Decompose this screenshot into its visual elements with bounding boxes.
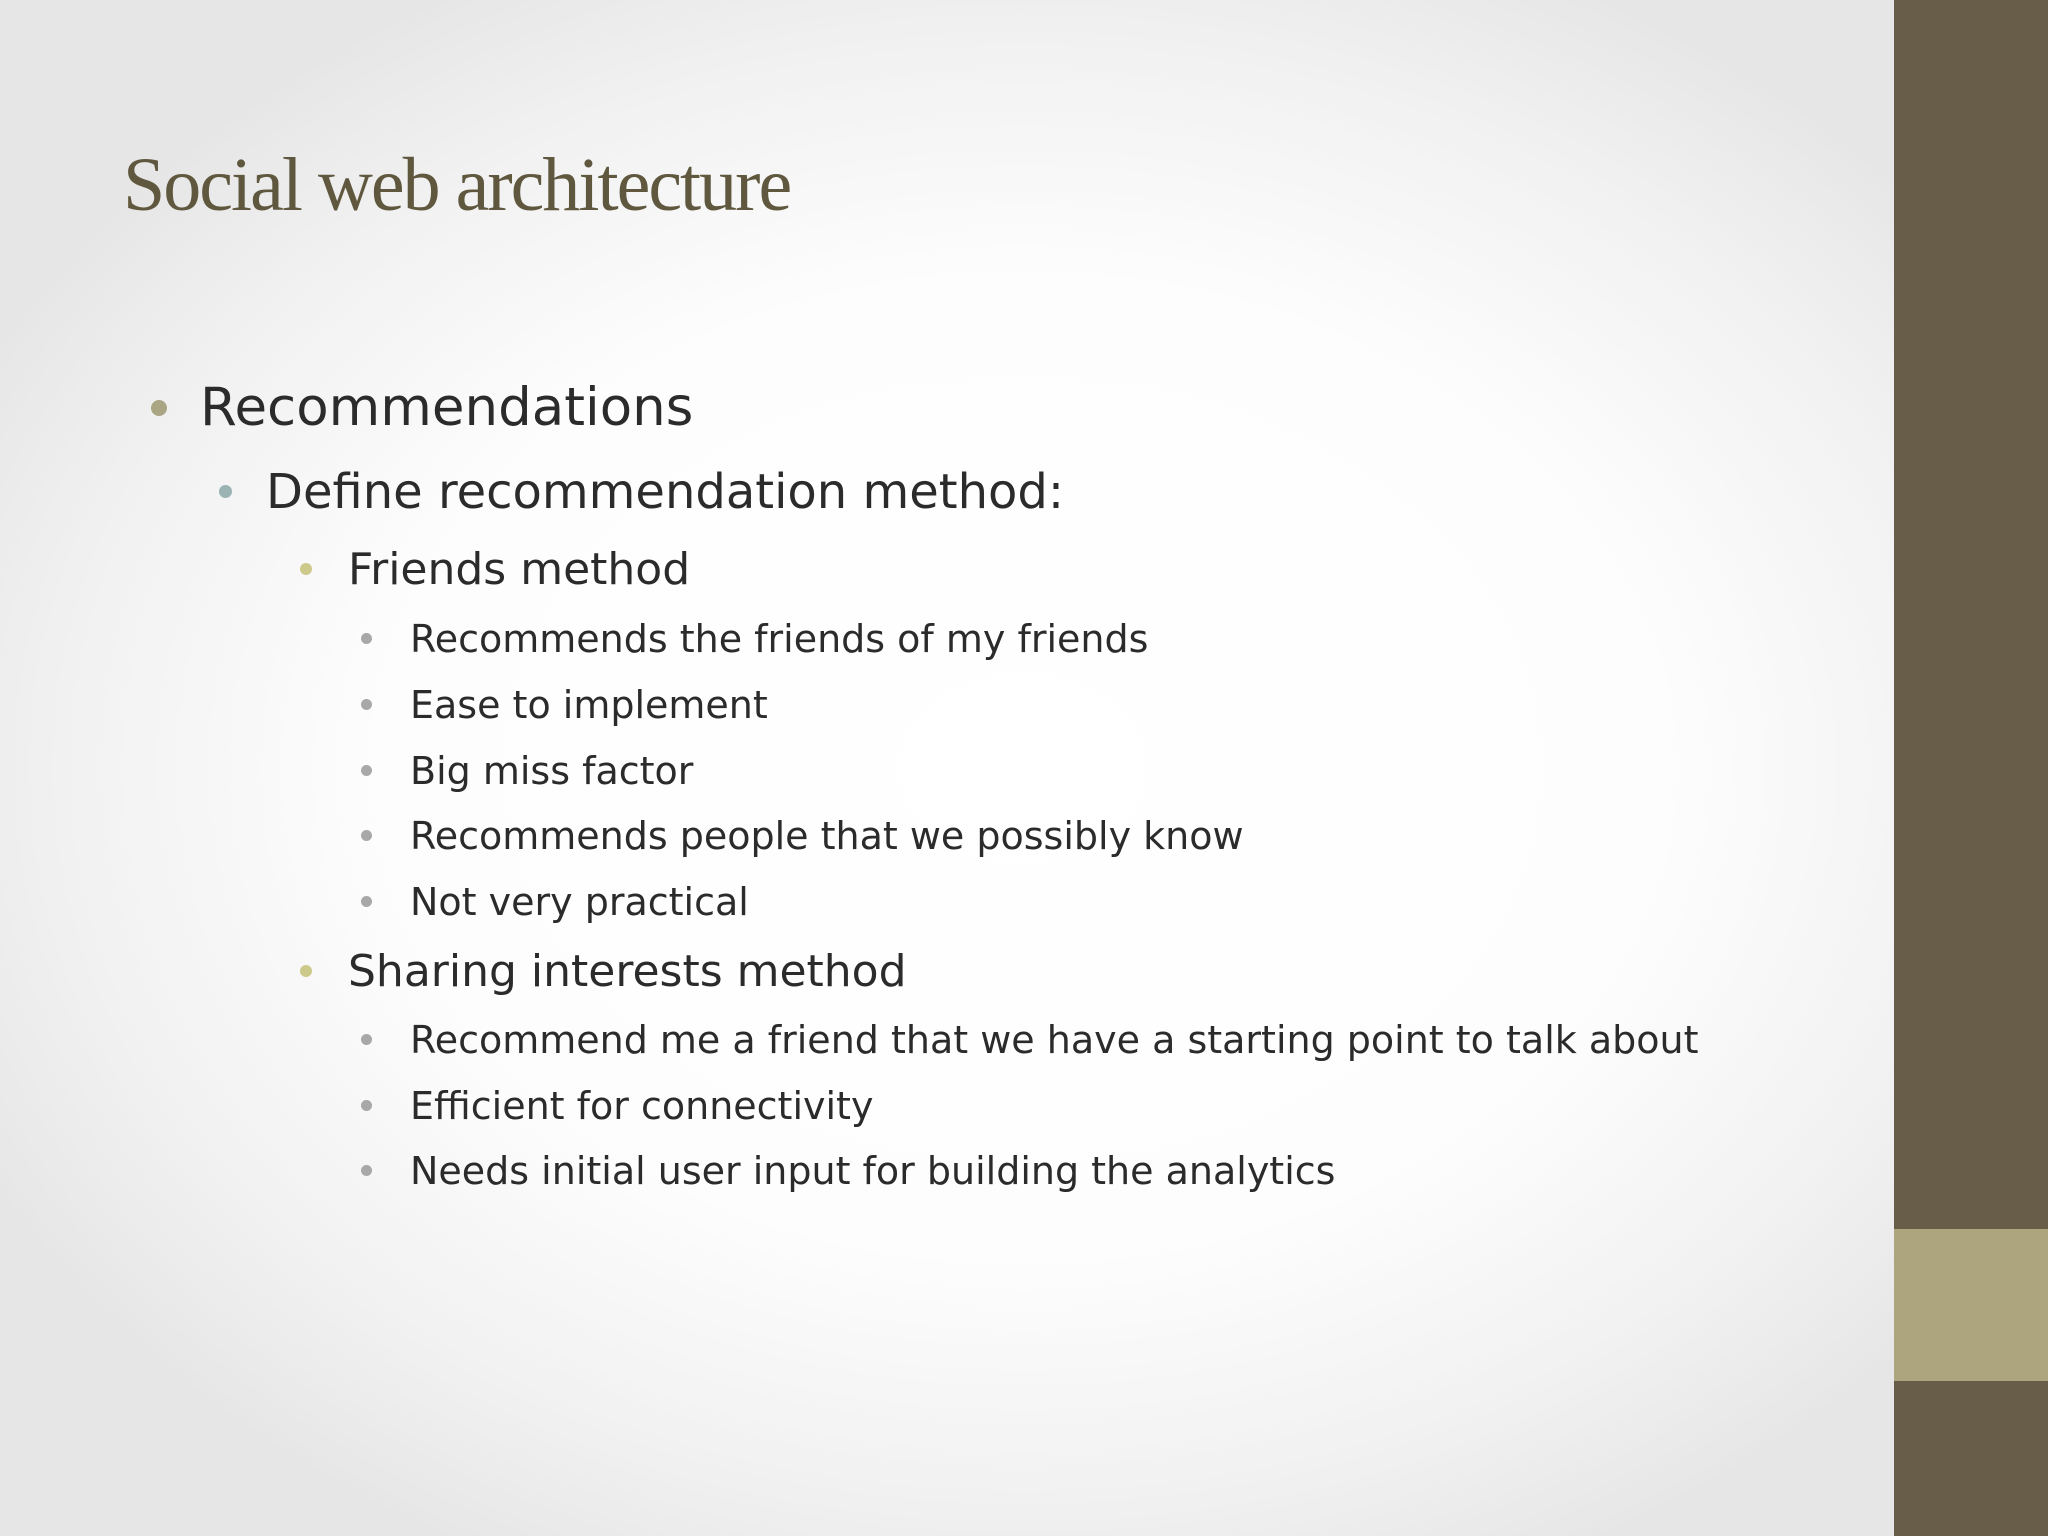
bullet-dot (300, 563, 312, 575)
list-item: Not very practical (410, 880, 749, 924)
bullet-dot (361, 1100, 372, 1111)
decorative-sidebar-accent (1894, 1229, 2048, 1381)
bullet-dot (361, 633, 372, 644)
slide-title: Social web architecture (123, 143, 791, 227)
bullet-dot (219, 485, 232, 498)
bullet-dot (361, 830, 372, 841)
bullet-sharing-method: Sharing interests method (348, 946, 907, 997)
bullet-dot (300, 965, 312, 977)
bullet-dot (151, 400, 167, 416)
list-item: Recommends the friends of my friends (410, 617, 1149, 661)
list-item: Recommends people that we possibly know (410, 814, 1244, 858)
bullet-dot (361, 765, 372, 776)
list-item: Efficient for connectivity (410, 1084, 874, 1128)
list-item: Ease to implement (410, 683, 768, 727)
bullet-dot (361, 1034, 372, 1045)
bullet-dot (361, 1165, 372, 1176)
list-item: Recommend me a friend that we have a starting point to talk about (410, 1018, 1699, 1062)
list-item: Big miss factor (410, 749, 694, 793)
bullet-dot (361, 896, 372, 907)
bullet-dot (361, 699, 372, 710)
bullet-friends-method: Friends method (348, 544, 691, 595)
bullet-define-method: Define recommendation method: (266, 464, 1064, 520)
bullet-recommendations: Recommendations (200, 377, 694, 438)
list-item: Needs initial user input for building the analytics (410, 1149, 1336, 1193)
